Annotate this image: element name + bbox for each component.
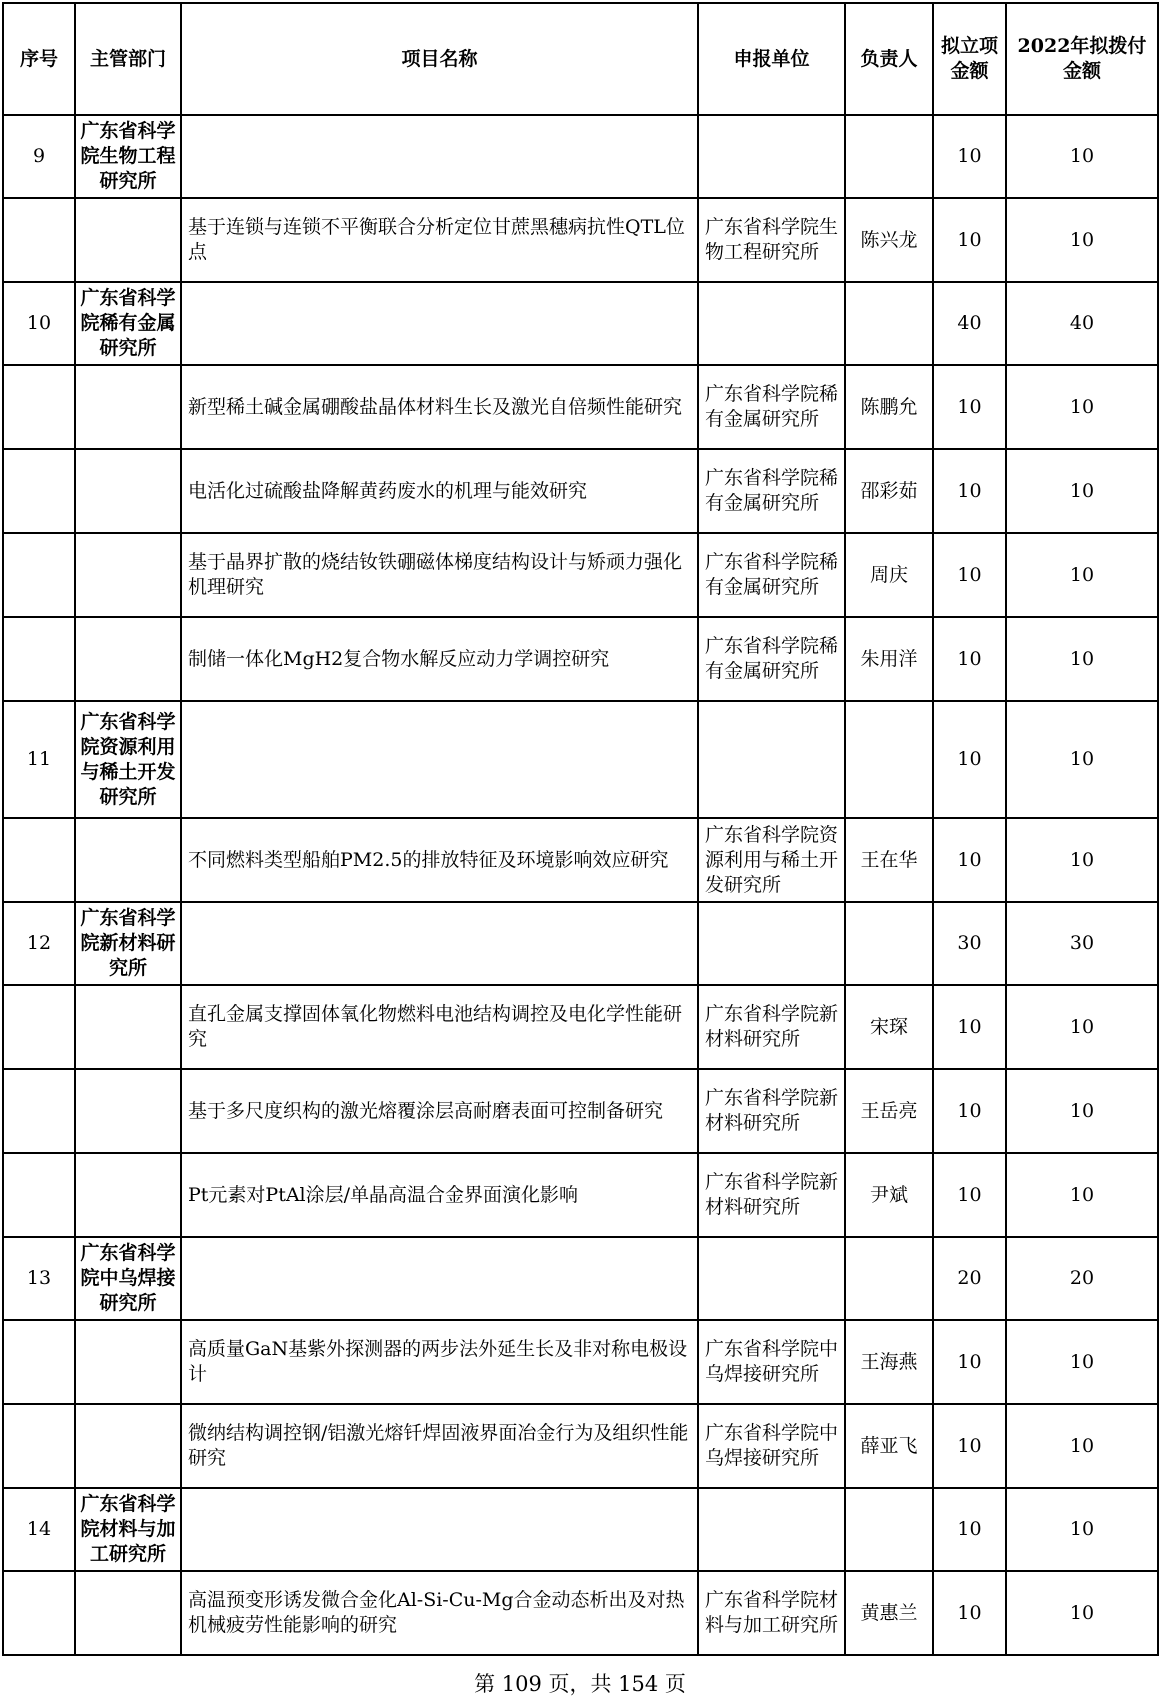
cell-pay: 10 — [1006, 1488, 1158, 1571]
cell-name — [181, 902, 698, 985]
cell-dept — [75, 1404, 181, 1488]
cell-person — [845, 701, 933, 818]
cell-approved: 10 — [933, 1069, 1006, 1153]
cell-pay: 10 — [1006, 1069, 1158, 1153]
cell-dept — [75, 198, 181, 282]
cell-approved: 10 — [933, 1404, 1006, 1488]
cell-pay: 10 — [1006, 533, 1158, 617]
cell-name: 不同燃料类型船舶PM2.5的排放特征及环境影响效应研究 — [181, 818, 698, 902]
cell-dept — [75, 1571, 181, 1655]
cell-pay: 20 — [1006, 1237, 1158, 1320]
cell-person: 王海燕 — [845, 1320, 933, 1404]
table-row — [3, 282, 1158, 365]
cell-unit: 广东省科学院材料与加工研究所 — [698, 1571, 845, 1655]
cell-person: 尹斌 — [845, 1153, 933, 1237]
cell-person: 周庆 — [845, 533, 933, 617]
cell-name: 基于晶界扩散的烧结钕铁硼磁体梯度结构设计与矫顽力强化机理研究 — [181, 533, 698, 617]
cell-approved: 10 — [933, 617, 1006, 701]
cell-unit: 广东省科学院新材料研究所 — [698, 985, 845, 1069]
cell-unit — [698, 282, 845, 365]
cell-name: 基于多尺度织构的激光熔覆涂层高耐磨表面可控制备研究 — [181, 1069, 698, 1153]
cell-dept — [75, 449, 181, 533]
cell-approved: 10 — [933, 985, 1006, 1069]
cell-person: 邵彩茹 — [845, 449, 933, 533]
cell-person: 薛亚飞 — [845, 1404, 933, 1488]
cell-pay: 10 — [1006, 115, 1158, 198]
table-row — [3, 1237, 1158, 1320]
table-row — [3, 985, 1158, 1069]
cell-name: 基于连锁与连锁不平衡联合分析定位甘蔗黑穗病抗性QTL位点 — [181, 198, 698, 282]
cell-pay: 10 — [1006, 617, 1158, 701]
cell-dept: 广东省科学院新材料研究所 — [75, 902, 181, 985]
cell-name — [181, 282, 698, 365]
cell-dept: 广东省科学院资源利用与稀土开发研究所 — [75, 701, 181, 818]
cell-name: 微纳结构调控钢/铝激光熔钎焊固液界面冶金行为及组织性能研究 — [181, 1404, 698, 1488]
cell-approved: 10 — [933, 1488, 1006, 1571]
cell-unit: 广东省科学院生物工程研究所 — [698, 198, 845, 282]
cell-name: Pt元素对PtAl涂层/单晶高温合金界面演化影响 — [181, 1153, 698, 1237]
cell-pay: 40 — [1006, 282, 1158, 365]
cell-name: 高温预变形诱发微合金化Al-Si-Cu-Mg合金动态析出及对热机械疲劳性能影响的研究 — [181, 1571, 698, 1655]
funding-table — [2, 2, 1159, 1656]
cell-seq — [3, 1069, 75, 1153]
cell-unit — [698, 902, 845, 985]
cell-dept: 广东省科学院生物工程研究所 — [75, 115, 181, 198]
cell-approved: 10 — [933, 818, 1006, 902]
table-row — [3, 617, 1158, 701]
cell-approved: 10 — [933, 1153, 1006, 1237]
cell-unit: 广东省科学院稀有金属研究所 — [698, 449, 845, 533]
cell-dept: 广东省科学院稀有金属研究所 — [75, 282, 181, 365]
cell-dept — [75, 617, 181, 701]
cell-person: 王在华 — [845, 818, 933, 902]
cell-unit: 广东省科学院中乌焊接研究所 — [698, 1404, 845, 1488]
cell-unit: 广东省科学院资源利用与稀土开发研究所 — [698, 818, 845, 902]
cell-dept — [75, 365, 181, 449]
cell-approved: 40 — [933, 282, 1006, 365]
cell-pay: 10 — [1006, 818, 1158, 902]
cell-person — [845, 1488, 933, 1571]
cell-seq — [3, 365, 75, 449]
cell-seq — [3, 1571, 75, 1655]
cell-approved: 10 — [933, 1571, 1006, 1655]
cell-pay: 10 — [1006, 1320, 1158, 1404]
cell-approved: 30 — [933, 902, 1006, 985]
cell-name: 电活化过硫酸盐降解黄药废水的机理与能效研究 — [181, 449, 698, 533]
table-row — [3, 115, 1158, 198]
cell-pay: 10 — [1006, 365, 1158, 449]
cell-approved: 20 — [933, 1237, 1006, 1320]
page-footer: 第 109 页，共 154 页 — [474, 1672, 686, 1696]
cell-name: 高质量GaN基紫外探测器的两步法外延生长及非对称电极设计 — [181, 1320, 698, 1404]
cell-seq — [3, 1320, 75, 1404]
cell-name: 制储一体化MgH2复合物水解反应动力学调控研究 — [181, 617, 698, 701]
cell-dept: 广东省科学院中乌焊接研究所 — [75, 1237, 181, 1320]
cell-pay: 30 — [1006, 902, 1158, 985]
cell-person: 朱用洋 — [845, 617, 933, 701]
cell-dept — [75, 1153, 181, 1237]
cell-pay: 10 — [1006, 198, 1158, 282]
cell-seq — [3, 985, 75, 1069]
cell-seq: 10 — [3, 282, 75, 365]
cell-approved: 10 — [933, 449, 1006, 533]
cell-person: 黄惠兰 — [845, 1571, 933, 1655]
table-row — [3, 1571, 1158, 1655]
cell-seq — [3, 818, 75, 902]
cell-person — [845, 902, 933, 985]
cell-dept — [75, 1069, 181, 1153]
cell-name — [181, 1237, 698, 1320]
cell-dept: 广东省科学院材料与加工研究所 — [75, 1488, 181, 1571]
cell-seq: 9 — [3, 115, 75, 198]
cell-person — [845, 115, 933, 198]
cell-name: 新型稀土碱金属硼酸盐晶体材料生长及激光自倍频性能研究 — [181, 365, 698, 449]
cell-pay: 10 — [1006, 985, 1158, 1069]
cell-approved: 10 — [933, 701, 1006, 818]
cell-person: 陈鹏允 — [845, 365, 933, 449]
table-row — [3, 198, 1158, 282]
header-approved: 拟立项金额 — [933, 3, 1006, 115]
cell-pay: 10 — [1006, 1571, 1158, 1655]
cell-pay: 10 — [1006, 1404, 1158, 1488]
cell-seq: 12 — [3, 902, 75, 985]
cell-seq — [3, 1153, 75, 1237]
cell-approved: 10 — [933, 365, 1006, 449]
header-row — [3, 3, 1158, 115]
cell-unit — [698, 701, 845, 818]
cell-dept — [75, 985, 181, 1069]
cell-seq — [3, 617, 75, 701]
header-dept: 主管部门 — [75, 3, 181, 115]
cell-seq — [3, 1404, 75, 1488]
table-row — [3, 533, 1158, 617]
cell-approved: 10 — [933, 533, 1006, 617]
cell-unit — [698, 1237, 845, 1320]
table-row — [3, 1488, 1158, 1571]
header-pay: 2022年拟拨付金额 — [1006, 3, 1158, 115]
cell-person: 陈兴龙 — [845, 198, 933, 282]
cell-name: 直孔金属支撑固体氧化物燃料电池结构调控及电化学性能研究 — [181, 985, 698, 1069]
table-row — [3, 1320, 1158, 1404]
cell-seq — [3, 198, 75, 282]
table-row — [3, 1404, 1158, 1488]
cell-unit: 广东省科学院中乌焊接研究所 — [698, 1320, 845, 1404]
cell-name — [181, 1488, 698, 1571]
table-row — [3, 701, 1158, 818]
cell-unit: 广东省科学院稀有金属研究所 — [698, 365, 845, 449]
cell-dept — [75, 1320, 181, 1404]
table-row — [3, 818, 1158, 902]
cell-name — [181, 115, 698, 198]
cell-dept — [75, 533, 181, 617]
table-row — [3, 902, 1158, 985]
table-row — [3, 365, 1158, 449]
cell-seq: 13 — [3, 1237, 75, 1320]
cell-seq — [3, 449, 75, 533]
cell-unit: 广东省科学院稀有金属研究所 — [698, 617, 845, 701]
cell-pay: 10 — [1006, 1153, 1158, 1237]
cell-person: 宋琛 — [845, 985, 933, 1069]
cell-pay: 10 — [1006, 701, 1158, 818]
cell-seq: 11 — [3, 701, 75, 818]
cell-unit — [698, 1488, 845, 1571]
table-row — [3, 449, 1158, 533]
header-name: 项目名称 — [181, 3, 698, 115]
cell-pay: 10 — [1006, 449, 1158, 533]
cell-unit: 广东省科学院稀有金属研究所 — [698, 533, 845, 617]
cell-person — [845, 282, 933, 365]
cell-approved: 10 — [933, 115, 1006, 198]
cell-seq — [3, 533, 75, 617]
cell-person: 王岳亮 — [845, 1069, 933, 1153]
table-row — [3, 1153, 1158, 1237]
cell-seq: 14 — [3, 1488, 75, 1571]
header-unit: 申报单位 — [698, 3, 845, 115]
cell-dept — [75, 818, 181, 902]
header-seq: 序号 — [3, 3, 75, 115]
cell-person — [845, 1237, 933, 1320]
cell-unit: 广东省科学院新材料研究所 — [698, 1153, 845, 1237]
cell-approved: 10 — [933, 1320, 1006, 1404]
cell-unit — [698, 115, 845, 198]
table-row — [3, 1069, 1158, 1153]
cell-name — [181, 701, 698, 818]
cell-unit: 广东省科学院新材料研究所 — [698, 1069, 845, 1153]
header-person: 负责人 — [845, 3, 933, 115]
cell-approved: 10 — [933, 198, 1006, 282]
